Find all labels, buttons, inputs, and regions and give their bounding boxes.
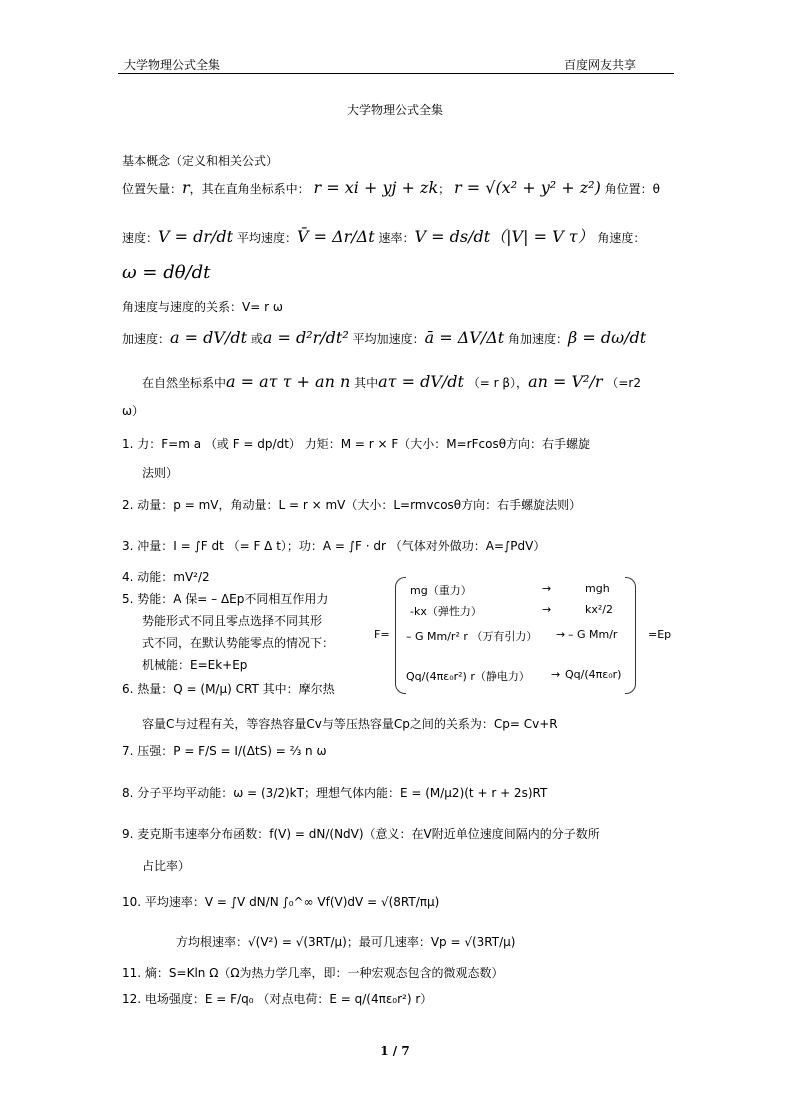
line-velocity: 速度：V = dr/dt 平均速度：V̄ = Δr/Δt 速率：V = ds/dt（|V| = V τ） 角速度： [122, 227, 646, 246]
brace-row-gravity: mg（重力） [410, 584, 472, 597]
line-omega: ω = dθ/dt [122, 262, 211, 283]
page-header [118, 54, 674, 74]
brace-row-elastic: -kx（弹性力） [410, 605, 482, 618]
line-natural-cont: ω） [122, 404, 145, 418]
brace-label-f: F= [374, 628, 390, 641]
line-kinetic: 4. 动能：mV²/2 [122, 570, 210, 584]
line-momentum: 2. 动量：p = mV，角动量：L = r × mV（大小：L=rmvcosθ方向：右手螺旋法则） [122, 498, 582, 512]
line-natural-coords: 在自然坐标系中a = aτ τ + an n 其中aτ = dV/dt （= r β），an = V²/r （=r2 [142, 372, 641, 391]
line-omega-relation: 角速度与速度的关系：V= r ω [122, 300, 283, 314]
line-electric-field: 12. 电场强度：E = F/q₀ （对点电荷：E = q/(4πε₀r²) r） [122, 992, 433, 1006]
brace-arrow-2: → [542, 603, 552, 616]
header-title: 大学物理公式全集 [124, 58, 221, 72]
brace-label-ep: =Ep [648, 628, 672, 641]
line-mechanical-energy: 机械能：E=Ek+Ep [142, 658, 248, 672]
line-rms-speed: 方均根速率：√(V²) = √(3RT/μ)；最可几速率：Vp = √(3RT/μ) [176, 935, 516, 949]
brace-arrow-1: → [542, 582, 552, 595]
line-impulse: 3. 冲量：I = ∫F dt （= F Δ t）；功：A = ∫F · dr （气体对外做功：A=∫PdV） [122, 539, 546, 553]
line-heat: 6. 热量：Q = (M/μ) CRT 其中：摩尔热 [122, 682, 335, 696]
line-potential-2: 势能形式不同且零点选择不同其形 [142, 614, 323, 628]
line-average-speed: 10. 平均速率：V = ∫V dN/N ∫₀^∞ Vf(V)dV = √(8RT/πμ) [122, 895, 440, 909]
brace-arrow-4: → [551, 668, 561, 681]
line-acceleration: 加速度：a = dV/dt 或a = d²r/dt² 平均加速度：ā = ΔV/Δt 角加速度：β = dω/dt [122, 328, 647, 347]
line-pressure: 7. 压强：P = F/S = I/(ΔtS) = ⅔ n ω [122, 744, 327, 758]
line-force: 1. 力：F=m a （或 F = dp/dt） 力矩：M = r × F（大小：M=rFcosθ方向：右手螺旋 [122, 437, 591, 451]
brace-row-gravitation: – G Mm/r² r （万有引力） [406, 630, 538, 643]
section-basic: 基本概念（定义和相关公式） [122, 154, 279, 168]
line-entropy: 11. 熵：S=Kln Ω（Ω为热力学几率，即：一种宏观态包含的微观态数） [122, 966, 504, 980]
left-brace [395, 577, 406, 694]
line-potential-3: 式不同，在默认势能零点的情况下： [142, 636, 335, 650]
brace-row-electrostatic: Qq/(4πε₀r²) r（静电力） [406, 670, 530, 683]
line-force-cont: 法则） [142, 466, 179, 480]
page-number: 1 / 7 [380, 1044, 410, 1058]
line-potential-1: 5. 势能：A 保= – ΔEp不同相互作用力 [122, 592, 329, 606]
brace-val-gravity: mgh [585, 582, 610, 595]
brace-val-gravitation: – G Mm/r [568, 628, 618, 641]
right-brace [625, 577, 636, 694]
line-molecular-energy: 8. 分子平均平动能：ω = (3/2)kT；理想气体内能：E = (M/μ2)(t + r + 2s)RT [122, 786, 548, 800]
line-heat-cont: 容量C与过程有关，等容热容量Cv与等压热容量Cp之间的关系为：Cp= Cv+R [142, 717, 558, 731]
brace-arrow-3: → [556, 628, 566, 641]
line-maxwell-cont: 占比率） [142, 859, 191, 873]
line-maxwell: 9. 麦克斯韦速率分布函数：f(V) = dN/(NdV)（意义：在V附近单位速度间隔内的分子数所 [122, 827, 600, 841]
line-position: 位置矢量：r，其在直角坐标系中： r = xi + yj + zk； r = √(x² + y² + z²) 角位置：θ [122, 178, 660, 197]
document-title: 大学物理公式全集 [346, 103, 443, 117]
brace-val-electrostatic: Qq/(4πε₀r) [565, 668, 622, 681]
header-source: 百度网友共享 [563, 58, 636, 72]
brace-val-elastic: kx²/2 [585, 603, 613, 616]
